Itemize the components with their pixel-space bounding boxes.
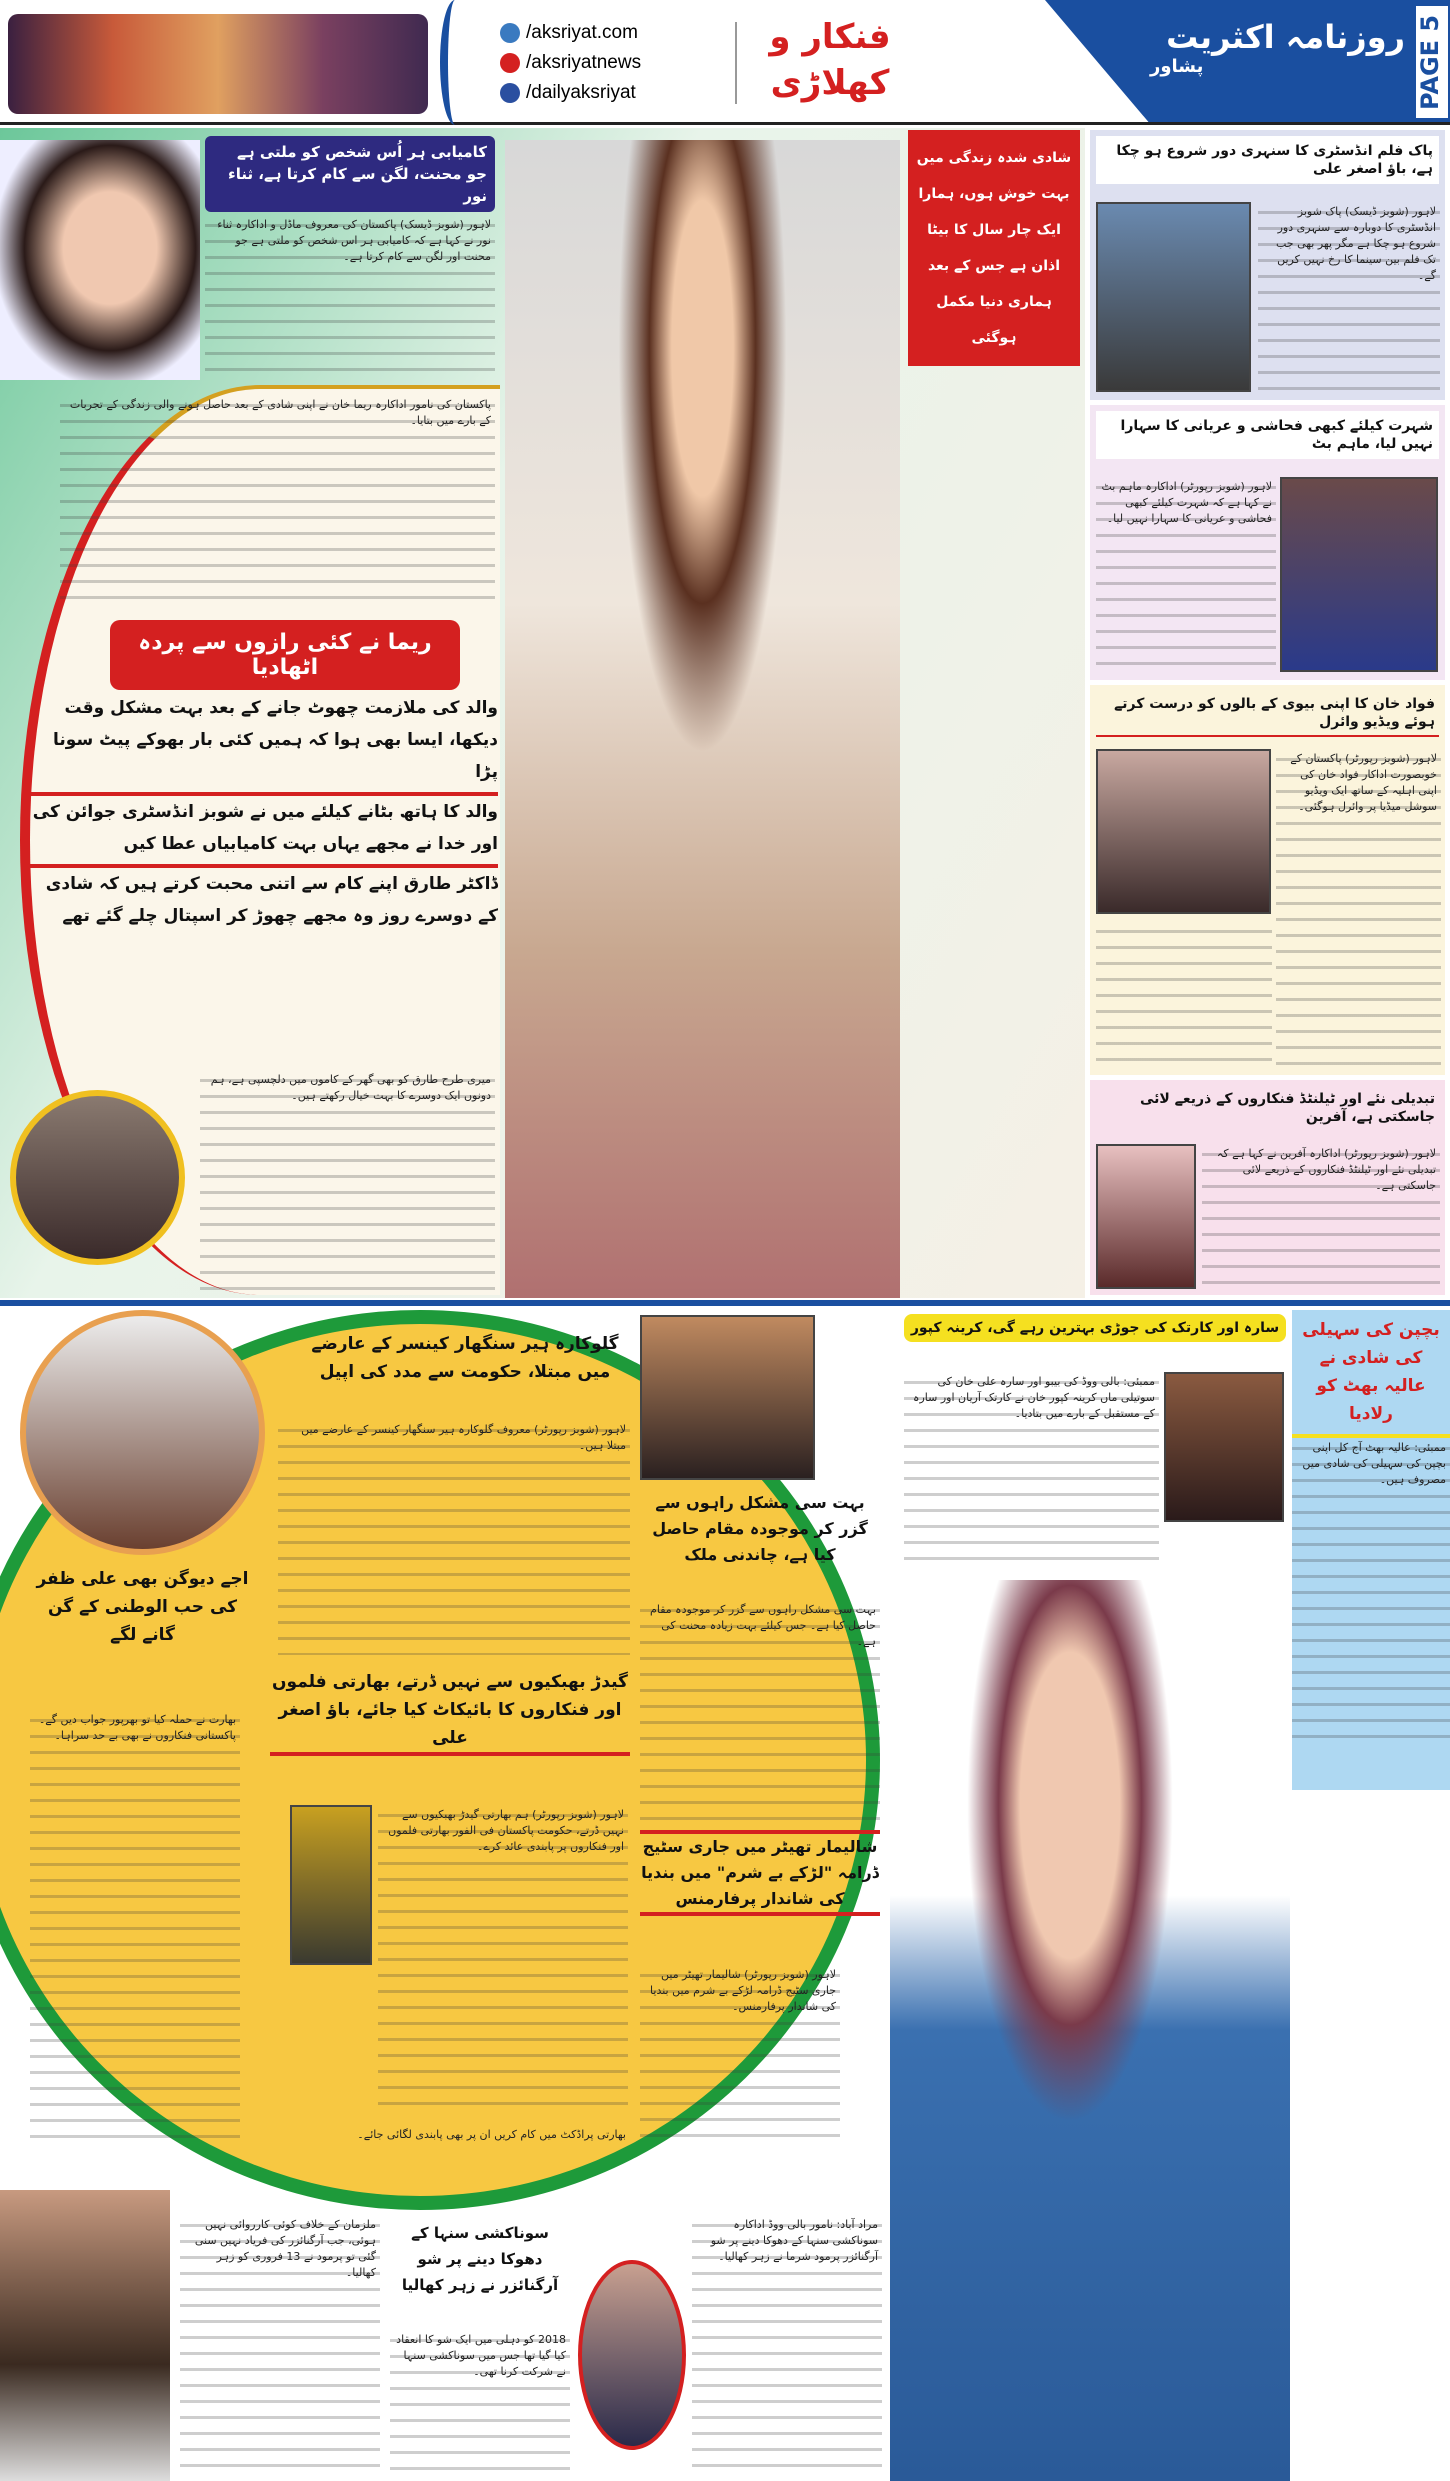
social-links <box>500 18 730 108</box>
article-maham-butt: شہرت کیلئے کبھی فحاشی و عریانی کا سہارا نہیں لیا، ماہم بٹ لاہور (شوبز رپورٹر) اداکارہ ماہم بٹ نے کہا ہے کہ شہرت کیلئے کبھی فحاشی و عریانی کا سہارا نہیں لیا۔ <box>1090 405 1445 680</box>
sana-article-body: لاہور (شوبز ڈیسک) پاکستان کی معروف ماڈل و اداکارہ ثناء نور نے کہا ہے کہ کامیابی ہر اس شخص کو ملتی ہے جو محنت اور لگن سے کام کرتا ہے۔ <box>205 215 495 375</box>
bandiya-body: لاہور (شوبز رپورٹر) شالیمار تھیٹر میں جاری سٹیج ڈرامہ لڑکے بے شرم میں بندیا کی شاندار پرفارمنس۔ <box>640 1965 840 2145</box>
reema-banner: ریما نے کئی رازوں سے پردہ اٹھادیا <box>110 620 460 690</box>
ali-zafar-body: بھارت نے حملہ کیا تو بھرپور جواب دیں گے۔ پاکستانی فنکاروں نے بھی بے حد سراہا۔ <box>30 1710 240 2150</box>
facebook-icon <box>500 83 520 103</box>
reema-khan-main-photo <box>505 140 900 1298</box>
ali-zafar-headline: اجے دیوگن بھی علی ظفر کی حب الوطنی کے گن گانے لگے <box>36 1569 249 1645</box>
masthead <box>0 0 1450 125</box>
reema-quotes: والد کی ملازمت چھوٹ جانے کے بعد بہت مشکل وقت دیکھا، ایسا بھی ہوا کہ ہمیں کئی بار بھوکے پیٹ سونا پڑا والد کا ہاتھ بٹانے کیلئے میں نے شوبز انڈسٹری جوائن کی اور خدا نے مجھے یہاں بہت کامیابیاں عطا کیں ڈاکٹر طارق اپنے کام سے اتنی محبت کرتے ہیں کہ شادی کے دوسرے روز وہ مجھے چھوڑ کر اسپتال چلے گئے تھے <box>28 692 498 936</box>
sonakshi-body-right: مراد آباد: نامور بالی ووڈ اداکارہ سوناکشی سنہا کے دھوکا دینے پر شو آرگنائزر پرمود شرما نے زہر کھالیا۔ <box>692 2215 882 2475</box>
paper-logo: روزنامہ اکثریت پشاور <box>1150 18 1405 77</box>
social-link-youtube[interactable]: /aksriyatnews <box>500 48 730 78</box>
sonakshi-body-left: ملزمان کے خلاف کوئی کارروائی نہیں ہوئی، جب آرگنائزر کی فریاد نہیں سنی گئی تو پرمود نے 13 فروری کو زہر کھالیا۔ <box>180 2215 380 2475</box>
bau-tail: بھارتی پراڈکٹ میں کام کریں ان پر بھی پابندی لگائی جائے۔ <box>357 2128 626 2141</box>
article-alia: بچپن کی سہیلی کی شادی نے عالیہ بھٹ کو رلادیا ممبئی: عالیہ بھٹ آج کل اپنی بچپن کی سہیلی کی شادی میں مصروف ہیں۔ <box>1292 1310 1450 1790</box>
bau-asghar-lower-photo <box>290 1805 372 1965</box>
sana-headline: کامیابی ہر اُس شخص کو ملتی ہے جو محنت، لگن سے کام کرتا ہے، ثناء نور <box>205 136 495 212</box>
chandni-malik-photo <box>640 1315 815 1480</box>
sonakshi-photo <box>578 2260 686 2450</box>
page-number-badge: PAGE 5 <box>1416 6 1448 118</box>
article-fawad-khan: فواد خان کا اپنی بیوی کے بالوں کو درست کرتے ہوئے ویڈیو وائرل لاہور (شوبز رپورٹر) پاکستان کے خوبصورت اداکار فواد خان کی اپنی اہلیہ کے ساتھ ایک ویڈیو سوشل میڈیا پر وائرل ہوگئی۔ <box>1090 685 1445 1075</box>
social-link-web[interactable]: /aksriyat.com <box>500 18 730 48</box>
maham-butt-photo <box>1280 477 1438 672</box>
social-link-facebook[interactable]: /dailyaksriyat <box>500 78 730 108</box>
sana-noor-photo <box>0 140 200 380</box>
bau-asghar-photo <box>1096 202 1251 392</box>
reema-intro: پاکستان کی نامور اداکارہ ریما خان نے اپنی شادی کے بعد حاصل ہونے والی زندگی کے تجربات کے بارے میں بتایا۔ <box>60 395 495 610</box>
sonakshi-headline: سوناکشی سنہا کے دھوکا دینے پر شو آرگنائزر نے زہر کھالیا <box>401 2224 559 2294</box>
bau-body: لاہور (شوبز رپورٹر) ہم بھارتی گیدڑ بھبکیوں سے نہیں ڈرتے، حکومت پاکستان فی الفور بھارتی فلموں اور فنکاروں پر پابندی عائد کرے۔ <box>378 1805 628 2115</box>
singer-headline: گلوکارہ ہیر سنگھار کینسر کے عارضے میں مبتلا، حکومت سے مدد کی اپیل <box>311 1334 619 1382</box>
bandiya-headline: شالیمار تھیٹر میں جاری سٹیج ڈرامہ "لڑکے بے شرم" میں بندیا کی شاندار پرفارمنس <box>640 1830 880 1916</box>
reema-couple-photo <box>10 1090 185 1265</box>
divider-arc <box>440 0 470 125</box>
reema-body: میری طرح طارق کو بھی گھر کے کاموں میں دلچسپی ہے، ہم دونوں ایک دوسرے کا بہت خیال رکھتے ہیں۔ <box>200 1070 495 1290</box>
article-bau-asghar: پاک فلم انڈسٹری کا سنہری دور شروع ہو چکا ہے، باؤ اصغر علی لاہور (شوبز ڈیسک) پاک شوبز انڈسٹری کا دوبارہ سے سنہری دور شروع ہو چکا ہے مگر پھر بھی جب تک فلم بین سینما کا رخ نہیں کریں گے۔ <box>1090 130 1445 400</box>
article-afreen: تبدیلی نئے اور ٹیلنٹڈ فنکاروں کے ذریعے لائی جاسکتی ہے، آفرین لاہور (شوبز رپورٹر) اداکارہ آفرین نے کہا ہے کہ تبدیلی نئے اور ٹیلنٹڈ فنکاروں کے ذریعے لائی جاسکتی ہے۔ <box>1090 1080 1445 1295</box>
celebrity-photo-strip <box>8 14 428 114</box>
afreen-photo <box>1096 1144 1196 1289</box>
youtube-icon <box>500 53 520 73</box>
chandni-body: بہت سی مشکل راہوں سے گزر کر موجودہ مقام حاصل کیا ہے۔ جس کیلئے بہت زیادہ محنت کی ہے۔ <box>640 1600 880 1820</box>
chandni-headline: بہت سی مشکل راہوں سے گزر کر موجودہ مقام حاصل کیا ہے، چاندنی ملک <box>652 1493 868 1564</box>
header-divider <box>735 22 737 104</box>
fawad-khan-photo <box>1096 749 1271 914</box>
kareena-photo <box>1164 1372 1284 1522</box>
alia-bhatt-photo <box>890 1580 1290 2481</box>
singer-photo <box>20 1310 265 1555</box>
globe-icon <box>500 23 520 43</box>
sonakshi-body-mid: 2018 کو دہلی میں ایک شو کا انعقاد کیا گیا تھا جس میں سوناکشی سنہا نے شرکت کرنا تھی۔ <box>390 2330 570 2475</box>
singer-body: لاہور (شوبز رپورٹر) معروف گلوکارہ ہیر سنگھار کینسر کے عارضے میں مبتلا ہیں۔ <box>278 1420 630 1655</box>
ali-zafar-photo <box>0 2190 170 2481</box>
section-title: فنکار و کھلاڑی <box>769 17 891 103</box>
reema-red-box: شادی شدہ زندگی میں بہت خوش ہوں، ہمارا ایک چار سال کا بیٹا اذان ہے جس کے بعد ہماری دنیا مکمل ہوگئی <box>908 130 1080 366</box>
article-kareena: سارہ اور کارتک کی جوڑی بہترین رہے گی، کرینہ کپور ممبئی: بالی ووڈ کی بیبو اور سارہ علی خان کی سوتیلی ماں کرینہ کپور خان نے کارتک آریان اور سارہ کے مستقبل کے بارے میں بتادیا۔ <box>900 1310 1290 1575</box>
bau-headline: گیدڑ بھبکیوں سے نہیں ڈرتے، بھارتی فلموں اور فنکاروں کا بائیکاٹ کیا جائے، باؤ اصغر علی <box>270 1668 630 1756</box>
